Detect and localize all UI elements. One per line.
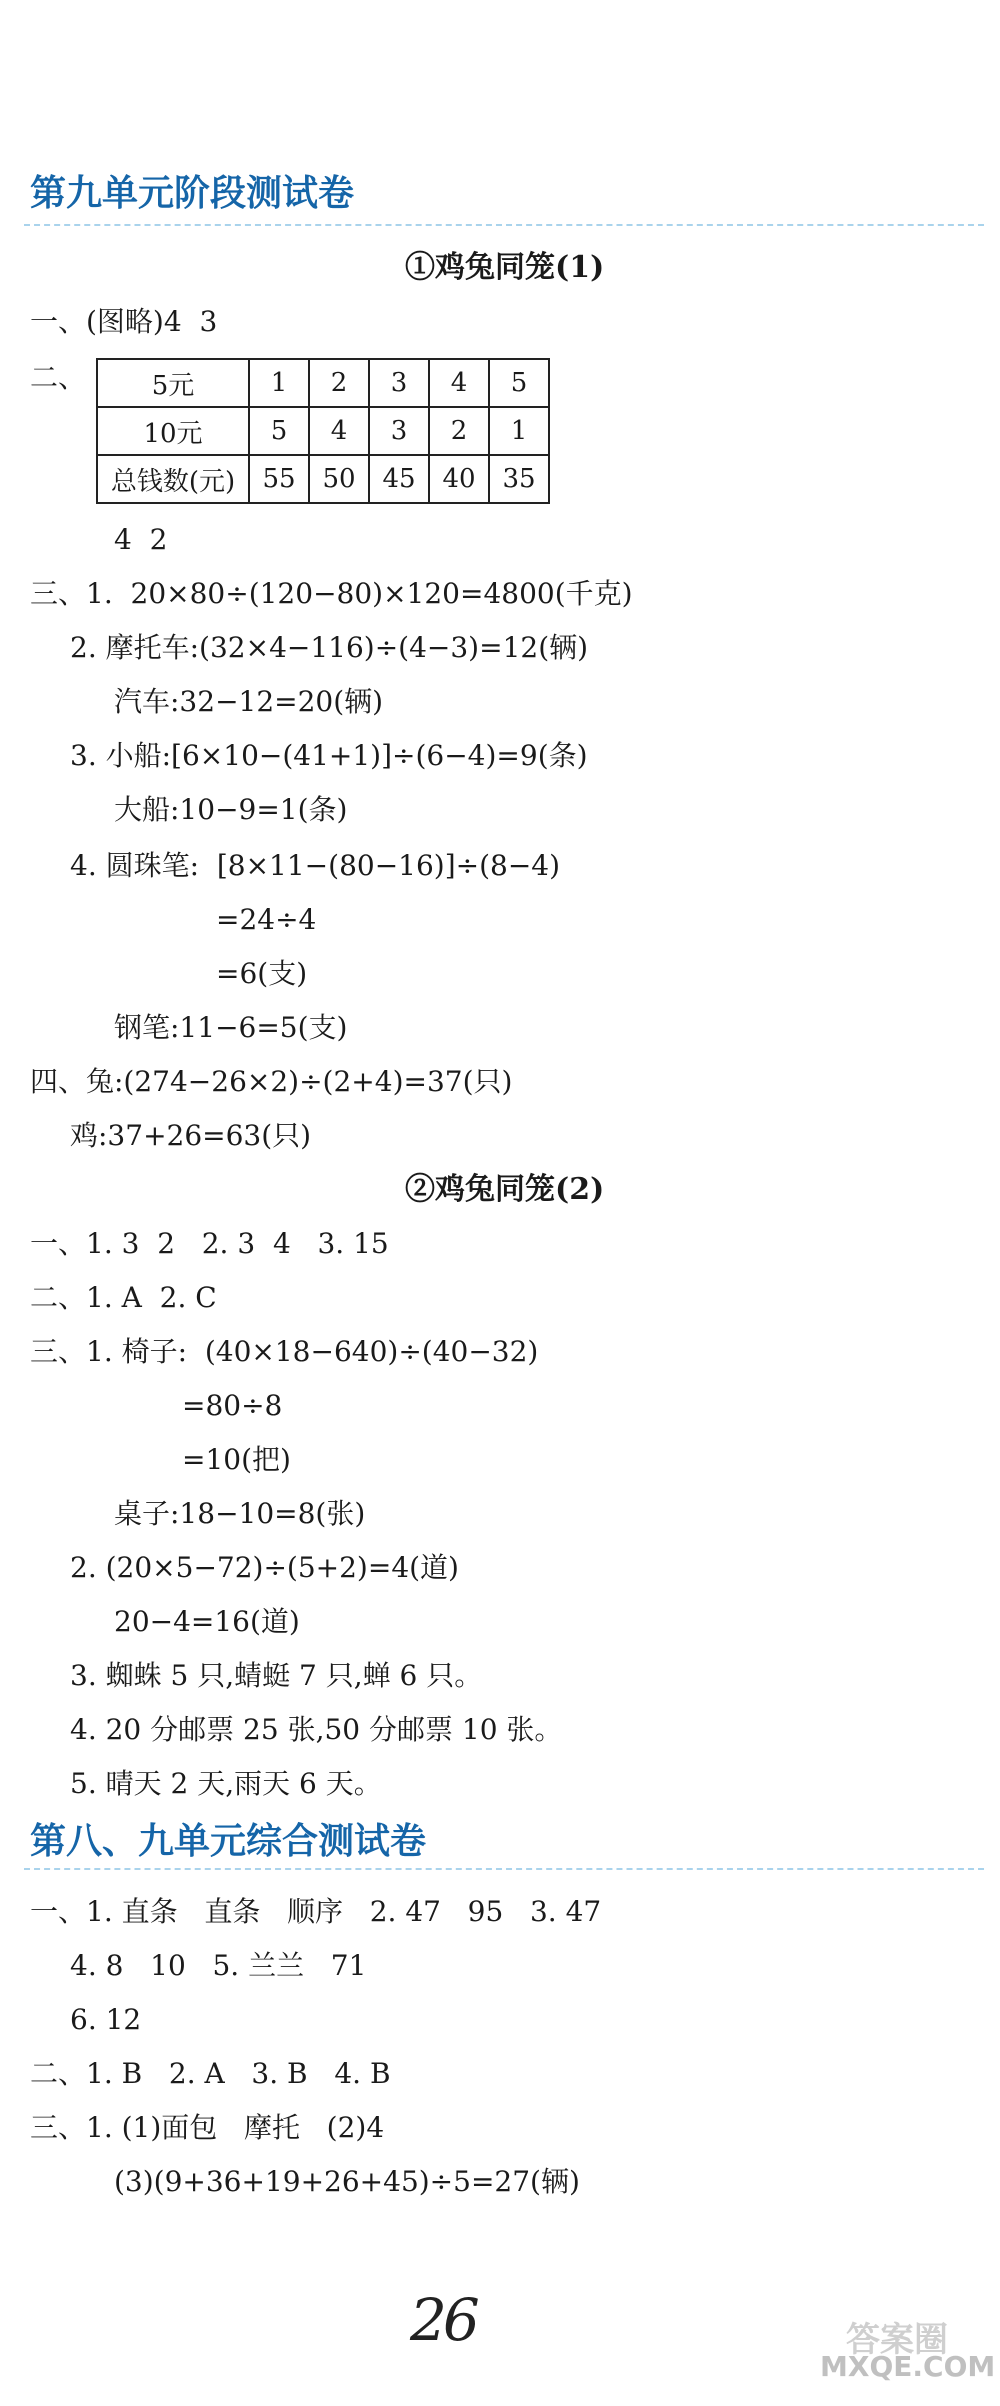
answer-line: 20−4=16(道) <box>114 1605 300 1638</box>
table-row <box>97 359 549 407</box>
answer-line: 4. 8 10 5. 兰兰 71 <box>70 1949 367 1982</box>
answer-line: 4. 20 分邮票 25 张,50 分邮票 10 张。 <box>70 1713 563 1746</box>
answer-line: =24÷4 <box>216 903 317 936</box>
table-cell: 4 <box>429 359 489 407</box>
table-cell: 4 <box>309 407 369 455</box>
answer-line: 二、1. B 2. A 3. B 4. B <box>30 2057 391 2090</box>
table-row <box>97 455 549 503</box>
title-divider <box>24 1868 984 1870</box>
table-row <box>97 407 549 455</box>
table-cell: 1 <box>489 407 549 455</box>
answer-line: 3. 蜘蛛 5 只,蜻蜓 7 只,蝉 6 只。 <box>70 1659 483 1692</box>
table-cell: 50 <box>309 455 369 503</box>
answer-line: 三、1. 20×80÷(120−80)×120=4800(千克) <box>30 577 633 610</box>
answer-line: 一、1. 3 2 2. 3 4 3. 15 <box>30 1227 389 1260</box>
answer-line: 一、(图略)4 3 <box>30 305 218 338</box>
answer-line: =10(把) <box>182 1443 291 1476</box>
answer-line: 4. 圆珠笔: [8×11−(80−16)]÷(8−4) <box>70 849 561 882</box>
answer-line: =6(支) <box>216 957 308 990</box>
section-title: 第九单元阶段测试卷 <box>30 173 355 214</box>
table-cell: 55 <box>249 455 309 503</box>
table-cell: 1 <box>249 359 309 407</box>
table-cell: 2 <box>429 407 489 455</box>
table-cell: 3 <box>369 359 429 407</box>
answer-line: 二、 <box>30 361 87 394</box>
answer-line: 6. 12 <box>70 2003 142 2036</box>
table-cell: 40 <box>429 455 489 503</box>
row-label: 10元 <box>97 407 249 455</box>
answer-line: 鸡:37+26=63(只) <box>70 1119 312 1152</box>
answer-line: =80÷8 <box>182 1389 283 1422</box>
answer-line: 四、兔:(274−26×2)÷(2+4)=37(只) <box>30 1065 513 1098</box>
money-table <box>96 358 550 504</box>
answer-line: 三、1. 椅子: (40×18−640)÷(40−32) <box>30 1335 539 1368</box>
answer-line: 三、1. (1)面包 摩托 (2)4 <box>30 2111 385 2144</box>
table-cell: 5 <box>249 407 309 455</box>
table-cell: 2 <box>309 359 369 407</box>
answer-line: 汽车:32−12=20(辆) <box>114 685 384 718</box>
row-label: 5元 <box>97 359 249 407</box>
answer-line: (3)(9+36+19+26+45)÷5=27(辆) <box>114 2165 580 2198</box>
part-title: ②鸡兔同笼(2) <box>405 1172 605 1207</box>
table-cell: 3 <box>369 407 429 455</box>
answer-line: 二、1. A 2. C <box>30 1281 217 1314</box>
answer-line: 3. 小船:[6×10−(41+1)]÷(6−4)=9(条) <box>70 739 588 772</box>
answer-line: 大船:10−9=1(条) <box>114 793 348 826</box>
watermark-logo: 答案圈 <box>846 2320 948 2360</box>
table-cell: 45 <box>369 455 429 503</box>
section-title: 第八、九单元综合测试卷 <box>30 1821 427 1862</box>
title-divider <box>24 224 984 226</box>
table-cell: 35 <box>489 455 549 503</box>
answer-line: 4 2 <box>114 523 168 556</box>
row-label: 总钱数(元) <box>97 455 249 503</box>
part-title: ①鸡兔同笼(1) <box>405 250 605 285</box>
answer-line: 钢笔:11−6=5(支) <box>114 1011 348 1044</box>
answer-line: 2. 摩托车:(32×4−116)÷(4−3)=12(辆) <box>70 631 589 664</box>
answer-line: 2. (20×5−72)÷(5+2)=4(道) <box>70 1551 459 1584</box>
answer-line: 一、1. 直条 直条 顺序 2. 47 95 3. 47 <box>30 1895 602 1928</box>
answer-line: 5. 晴天 2 天,雨天 6 天。 <box>70 1767 382 1800</box>
table-cell: 5 <box>489 359 549 407</box>
answer-line: 桌子:18−10=8(张) <box>114 1497 366 1530</box>
page-number: 26 <box>410 2286 476 2354</box>
watermark-url: MXQE.COM <box>820 2350 996 2383</box>
